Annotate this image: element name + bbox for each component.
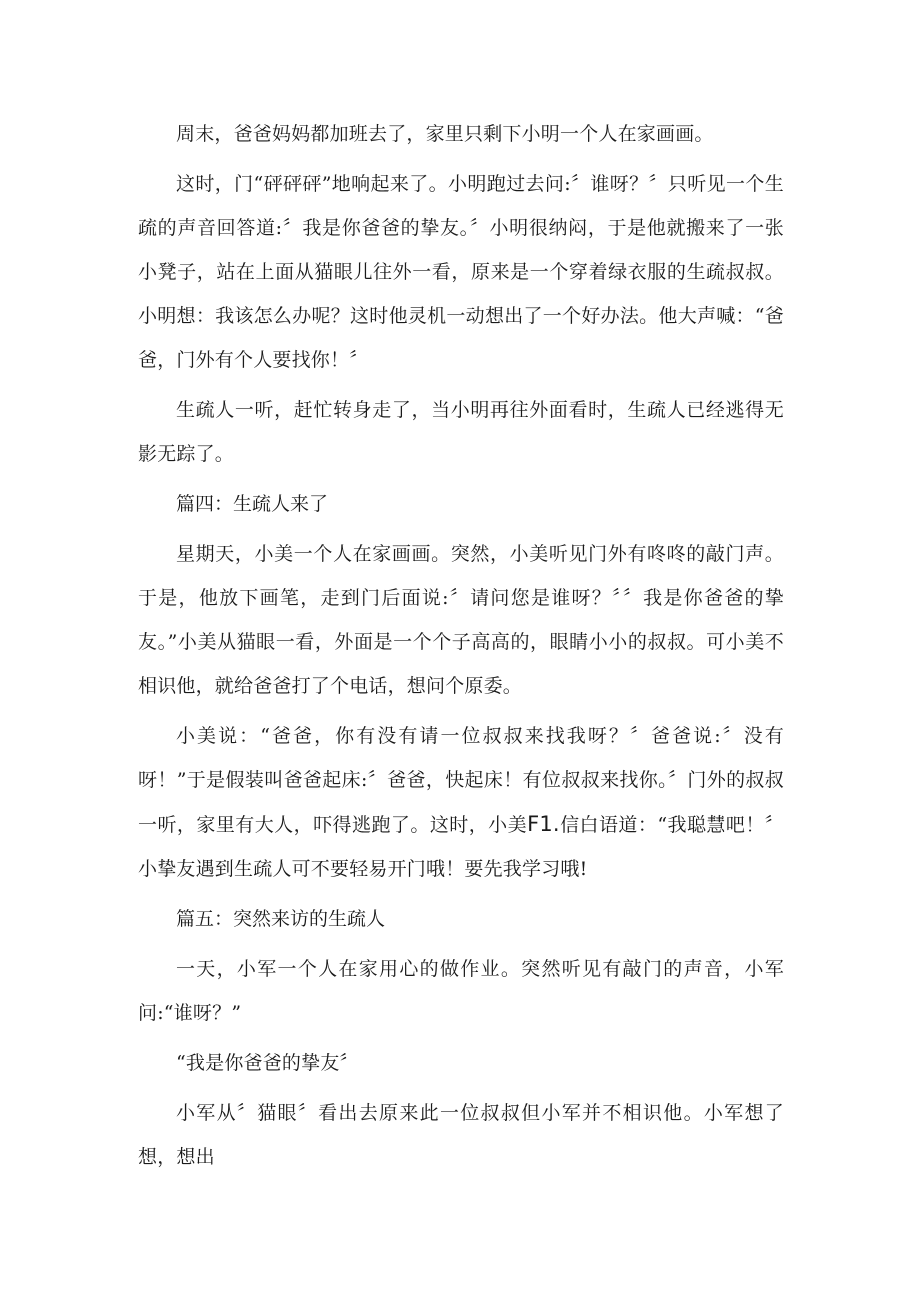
- paragraph-3: 生疏人一听，赶忙转身走了，当小明再往外面看时，生疏人已经逃得无影无踪了。: [138, 399, 784, 465]
- paragraph-5-before: 小美说：“爸爸，你有没有请一位叔叔来找我呀？〞爸爸说:〞没有呀！”于是假装叫爸爸起床:〞爸爸，快起床！有位叔叔来找你。〞门外的叔叔一听，家里有大人，吓得逃跑了。这时，小美: [138, 725, 784, 836]
- paragraph-1: 周末，爸爸妈妈都加班去了，家里只剩下小明一个人在家画画。: [176, 123, 714, 145]
- paragraph-5: [138, 714, 784, 891]
- document-page: [138, 112, 784, 1179]
- paragraph-2: 这时，门“砰砰砰”地响起来了。小明跑过去问:〞谁呀？〞只听见一个生疏的声音回答道:〞我是你爸爸的挚友。〞小明很纳闷，于是他就搬来了一张小凳子，站在上面从猫眼儿往外一看，原来是一个穿着绿衣服的生疏叔叔。小明想：我该怎么办呢？这时他灵机一动想出了一个好办法。他大声喊：“爸爸，门外有个人要找你！〞: [138, 173, 784, 371]
- paragraph-5-after: 信白语道：“我聪慧吧！〞小挚友遇到生疏人可不要轻易开门哦！要先我学习哦!: [138, 814, 784, 880]
- paragraph-5-fragment: F1.: [527, 812, 560, 836]
- paragraph-8: 小军从〞猫眼〞看出去原来此一位叔叔但小军并不相识他。小军想了想，想出: [138, 1102, 784, 1168]
- section-heading-4: 篇四：生疏人来了: [176, 493, 329, 515]
- section-heading-5: 篇五：突然来访的生疏人: [176, 908, 386, 930]
- paragraph-7: “我是你爸爸的挚友〞: [176, 1052, 359, 1074]
- paragraph-6: 一天，小军一个人在家用心的做作业。突然听见有敲门的声音，小军问:“谁呀？”: [138, 958, 784, 1024]
- paragraph-4: 星期天，小美一个人在家画画。突然，小美听见门外有咚咚的敲门声。于是，他放下画笔，走到门后面说:〞请问您是谁呀？〞〞我是你爸爸的挚友。”小美从猫眼一看，外面是一个个子高高的，眼睛小小的叔叔。可小美不相识他，就给爸爸打了个电话，想问个原委。: [138, 543, 784, 697]
